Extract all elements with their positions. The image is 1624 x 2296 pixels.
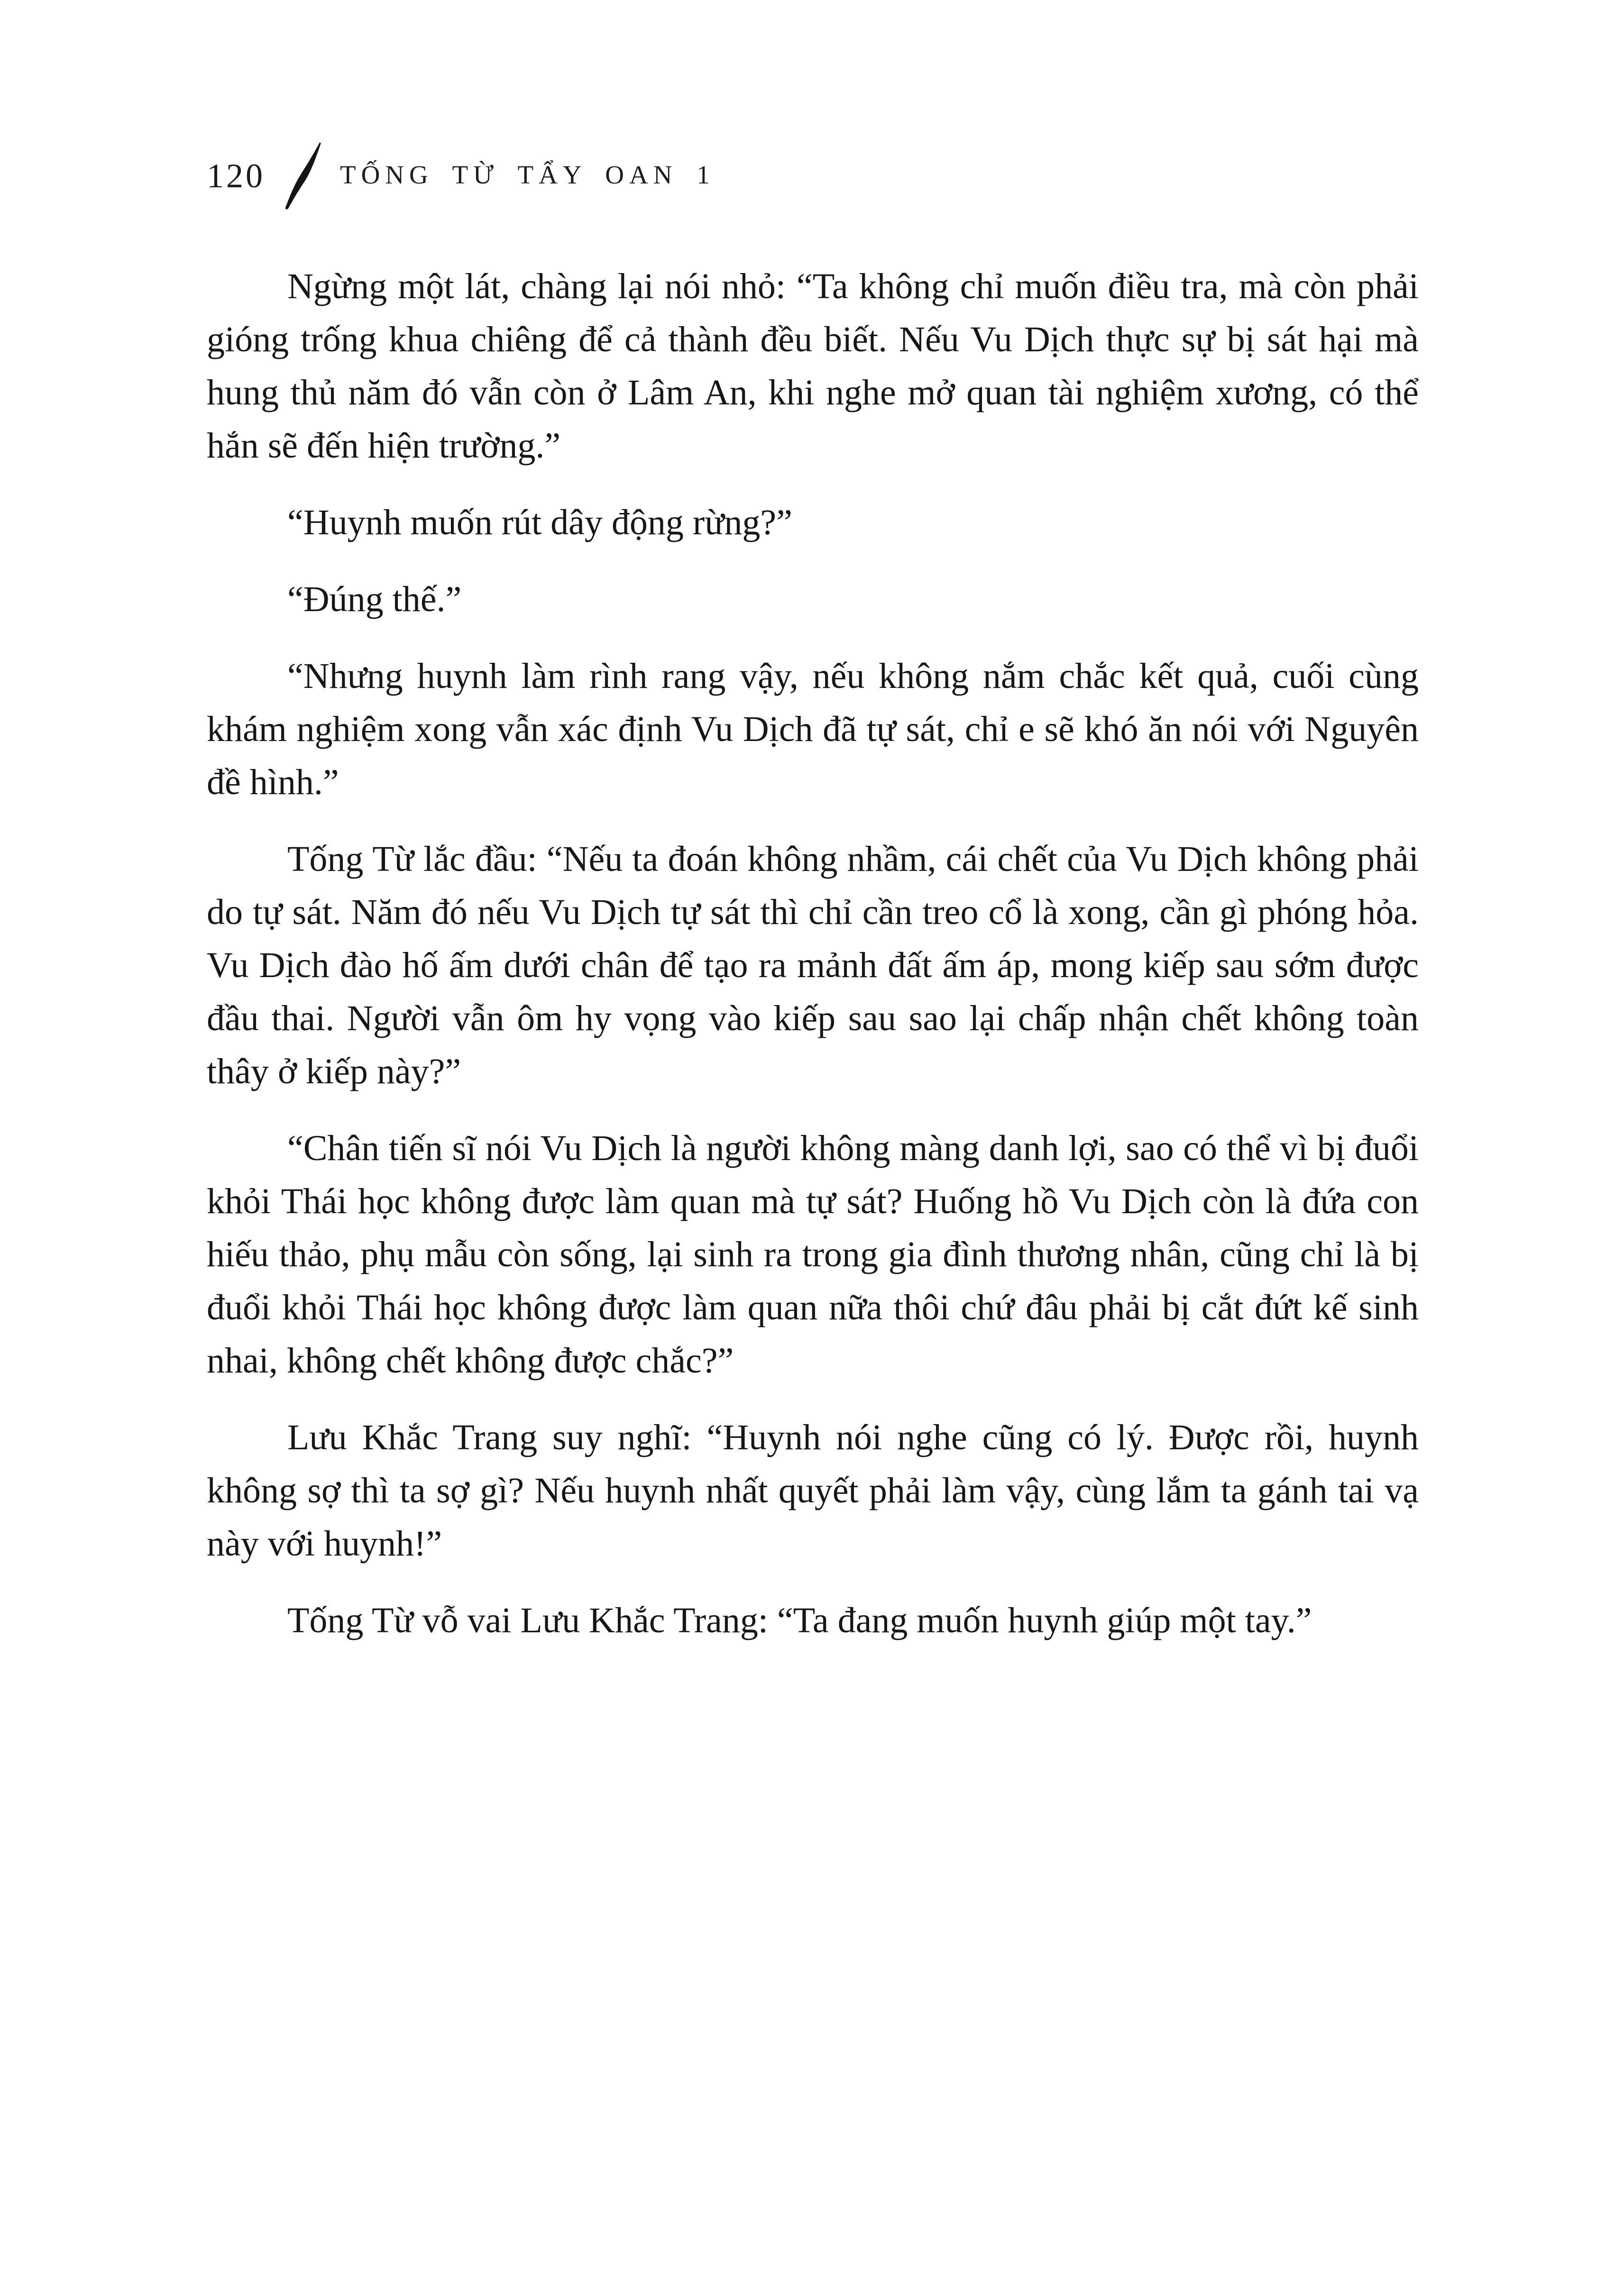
paragraph: “Huynh muốn rút dây động rừng?”: [287, 503, 792, 542]
page-number: 120: [207, 156, 265, 195]
paragraph: “Đúng thế.”: [287, 579, 462, 619]
paragraph: “Nhưng huynh làm rình rang vậy, nếu không nắm chắc kết quả, cuối cùng khám nghiệm xong vẫn xác định Vu Dịch đã tự sát, chỉ e sẽ khó ăn nói với Nguyên đề hình.”: [207, 656, 1419, 802]
paragraph: Tống Từ lắc đầu: “Nếu ta đoán không nhầm, cái chết của Vu Dịch không phải do tự sát. Năm đó nếu Vu Dịch tự sát thì chỉ cần treo cổ là xong, cần gì phóng hỏa. Vu Dịch đào hố ấm dưới chân để tạo ra mảnh đất ấm áp, mong kiếp sau sớm được đầu thai. Người vẫn ôm hy vọng vào kiếp sau sao lại chấp nhận chết không toàn thây ở kiếp này?”: [207, 839, 1419, 1091]
running-head: [207, 140, 715, 211]
text-block: [207, 260, 1419, 1647]
paragraph: “Chân tiến sĩ nói Vu Dịch là người không màng danh lợi, sao có thể vì bị đuổi khỏi Thái học không được làm quan mà tự sát? Huống hồ Vu Dịch còn là đứa con hiếu thảo, phụ mẫu còn sống, lại sinh ra trong gia đình thương nhân, cũng chỉ là bị đuổi khỏi Thái học không được làm quan nữa thôi chứ đâu phải bị cắt đứt kế sinh nhai, không chết không được chắc?”: [207, 1128, 1419, 1381]
quill-flourish-icon: [282, 140, 323, 211]
paragraph: Tống Từ vỗ vai Lưu Khắc Trang: “Ta đang muốn huynh giúp một tay.”: [287, 1601, 1312, 1640]
paragraph: Ngừng một lát, chàng lại nói nhỏ: “Ta không chỉ muốn điều tra, mà còn phải gióng trống khua chiêng để cả thành đều biết. Nếu Vu Dịch thực sự bị sát hại mà hung thủ năm đó vẫn còn ở Lâm An, khi nghe mở quan tài nghiệm xương, có thể hắn sẽ đến hiện trường.”: [207, 266, 1419, 466]
book-title: TỐNG TỪ TẨY OAN 1: [340, 160, 715, 189]
paragraph: Lưu Khắc Trang suy nghĩ: “Huynh nói nghe cũng có lý. Được rồi, huynh không sợ thì ta sợ gì? Nếu huynh nhất quyết phải làm vậy, cùng lắm ta gánh tai vạ này với huynh!”: [207, 1418, 1419, 1564]
